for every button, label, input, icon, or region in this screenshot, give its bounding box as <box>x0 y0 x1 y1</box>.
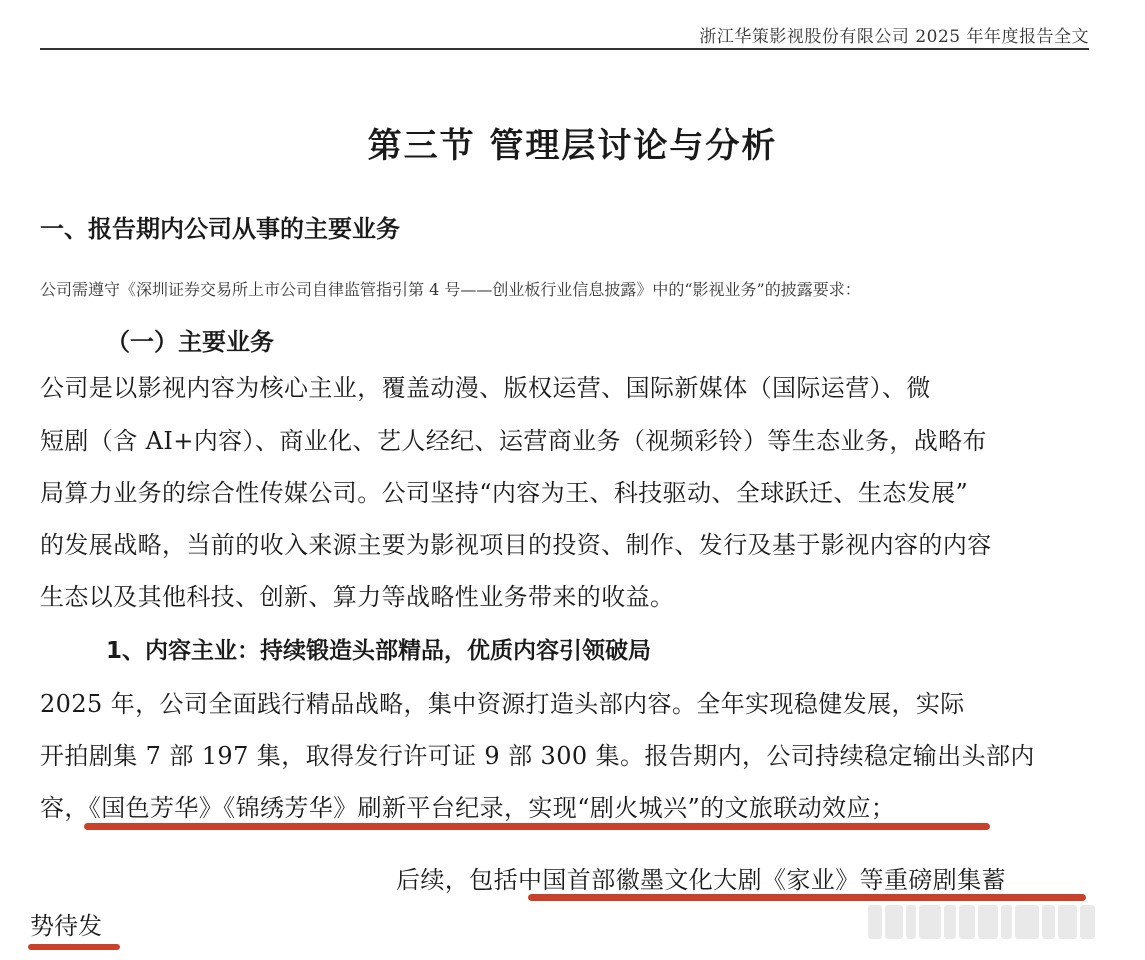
part1-heading: 一、报告期内公司从事的主要业务 <box>40 215 400 243</box>
header-rule <box>40 48 1089 50</box>
body-line: 开拍剧集 7 部 197 集，取得发行许可证 9 部 300 集。报告期内，公司持续稳定输出头部内 <box>40 742 1035 770</box>
body-line: 公司是以影视内容为核心主业，覆盖动漫、版权运营、国际新媒体（国际运营）、微 <box>40 374 931 402</box>
item1-heading: 1、内容主业：持续锻造头部精品，优质内容引领破局 <box>106 638 652 664</box>
body-line: 的发展战略，当前的收入来源主要为影视项目的投资、制作、发行及基于影视内容的内容 <box>40 531 992 559</box>
body-line: 2025 年，公司全面践行精品战略，集中资源打造头部内容。全年实现稳健发展，实际 <box>40 690 965 718</box>
body-line: 生态以及其他科技、创新、算力等战略性业务带来的收益。 <box>40 583 675 611</box>
tail-text: 势待发 <box>30 912 102 940</box>
section-title: 第三节 管理层讨论与分析 <box>367 126 778 166</box>
body-line: 容，《国色芳华》《锦绣芳华》刷新平台纪录，实现“剧火城兴”的文旅联动效应； <box>40 794 896 822</box>
watermark-logo <box>868 900 1103 944</box>
subsection1-heading: （一）主要业务 <box>106 328 274 356</box>
part1-intro: 公司需遵守《深圳证券交易所上市公司自律监管指引第 4 号——创业板行业信息披露》中的“影视业务”的披露要求： <box>40 280 861 299</box>
body-line: 短剧（含 AI+内容）、商业化、艺人经纪、运营商业务（视频彩铃）等生态业务，战略布 <box>40 427 987 455</box>
body-line: 局算力业务的综合性传媒公司。公司坚持“内容为王、科技驱动、全球跃迁、生态发展” <box>40 479 969 507</box>
highlight-underline <box>84 823 990 830</box>
highlight-underline <box>28 944 120 950</box>
running-title: 浙江华策影视股份有限公司 2025 年年度报告全文 <box>699 27 1089 47</box>
continuation-line: 后续，包括中国首部徽墨文化大剧《家业》等重磅剧集蓄 <box>396 866 1006 894</box>
